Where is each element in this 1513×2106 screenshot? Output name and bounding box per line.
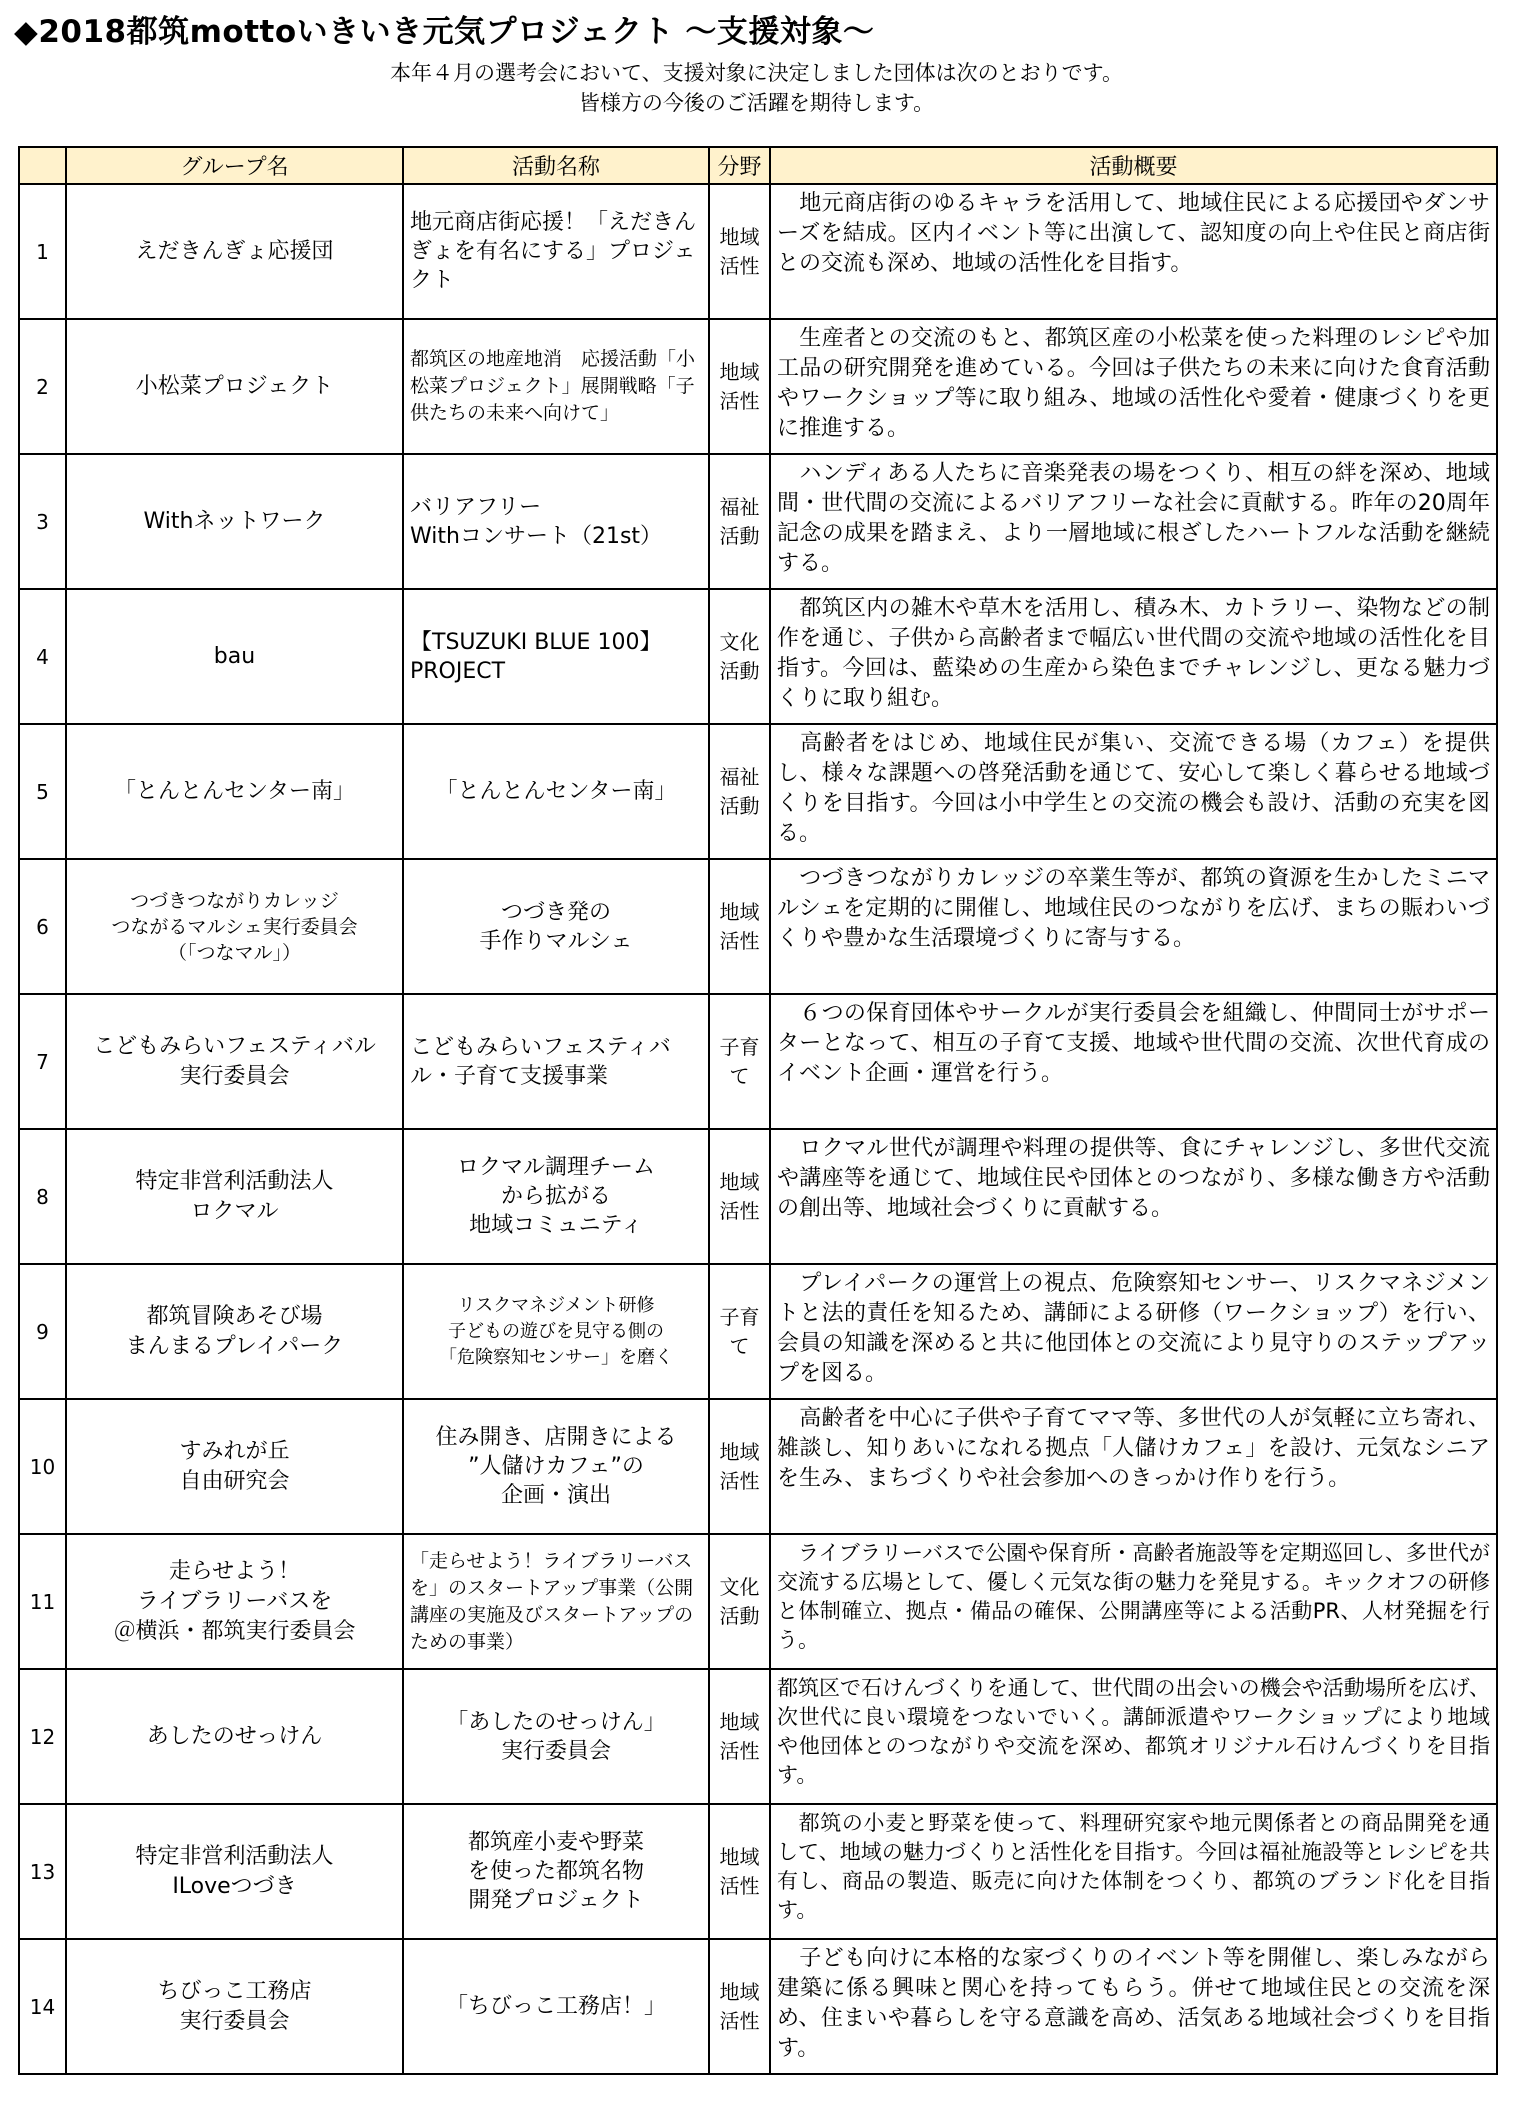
activity-name: 都筑区の地産地消 応援活動「小松菜プロジェクト」展開戦略「子供たちの未来へ向けて」 bbox=[403, 319, 709, 454]
activity-summary: 高齢者を中心に子供や子育てママ等、多世代の人が気軽に立ち寄れ、雑談し、知りあいになれる拠点「人儲けカフェ」を設け、元気なシニアを生み、まちづくりや社会参加へのきっかけ作りを行う。 bbox=[770, 1399, 1497, 1534]
intro-line-2: 皆様方の今後のご活躍を期待します。 bbox=[578, 91, 935, 115]
table-row bbox=[19, 454, 1497, 589]
table-header-row bbox=[19, 147, 1497, 184]
table-row bbox=[19, 1939, 1497, 2074]
row-number: 12 bbox=[19, 1669, 66, 1804]
field-category: 地域 活性 bbox=[709, 1399, 770, 1534]
field-category: 地域 活性 bbox=[709, 859, 770, 994]
table-row bbox=[19, 1264, 1497, 1399]
row-number: 1 bbox=[19, 184, 66, 319]
row-number: 13 bbox=[19, 1804, 66, 1939]
group-name: 小松菜プロジェクト bbox=[66, 319, 403, 454]
activity-summary: ６つの保育団体やサークルが実行委員会を組織し、仲間同士がサポーターとなって、相互の子育て支援、地域や世代間の交流、次世代育成のイベント企画・運営を行う。 bbox=[770, 994, 1497, 1129]
row-number: 7 bbox=[19, 994, 66, 1129]
field-category: 地域 活性 bbox=[709, 1669, 770, 1804]
row-number: 5 bbox=[19, 724, 66, 859]
activity-name: バリアフリー Withコンサート（21st） bbox=[403, 454, 709, 589]
activity-name: 【TSUZUKI BLUE 100】 PROJECT bbox=[403, 589, 709, 724]
activity-summary: 都筑の小麦と野菜を使って、料理研究家や地元関係者との商品開発を通して、地域の魅力づくりと活性化を目指す。今回は福祉施設等とレシピを共有し、商品の製造、販売に向けた体制をつくり、都筑のブランド化を目指す。 bbox=[770, 1804, 1497, 1939]
activity-name: つづき発の 手作りマルシェ bbox=[403, 859, 709, 994]
group-name: Withネットワーク bbox=[66, 454, 403, 589]
activity-summary: つづきつながりカレッジの卒業生等が、都筑の資源を生かしたミニマルシェを定期的に開催し、地域住民のつながりを広げ、まちの賑わいづくりや豊かな生活環境づくりに寄与する。 bbox=[770, 859, 1497, 994]
row-number: 6 bbox=[19, 859, 66, 994]
row-number: 2 bbox=[19, 319, 66, 454]
row-number: 4 bbox=[19, 589, 66, 724]
activity-name: 「走らせよう！ライブラリーバスを」のスタートアップ事業（公開講座の実施及びスタートアップのための事業） bbox=[403, 1534, 709, 1669]
activity-summary: 生産者との交流のもと、都筑区産の小松菜を使った料理のレシピや加工品の研究開発を進めている。今回は子供たちの未来に向けた食育活動やワークショップ等に取り組み、地域の活性化や愛着・健康づくりを更に推進する。 bbox=[770, 319, 1497, 454]
activity-summary: ライブラリーバスで公園や保育所・高齢者施設等を定期巡回し、多世代が交流する広場として、優しく元気な街の魅力を発見する。キックオフの研修と体制確立、拠点・備品の確保、公開講座等による活動PR、人材発掘を行う。 bbox=[770, 1534, 1497, 1669]
field-category: 福祉 活動 bbox=[709, 724, 770, 859]
header-group: グループ名 bbox=[66, 147, 403, 184]
group-name: 特定非営利活動法人 ロクマル bbox=[66, 1129, 403, 1264]
field-category: 文化 活動 bbox=[709, 1534, 770, 1669]
table-row bbox=[19, 994, 1497, 1129]
header-summary: 活動概要 bbox=[770, 147, 1497, 184]
table-row bbox=[19, 1804, 1497, 1939]
row-number: 10 bbox=[19, 1399, 66, 1534]
field-category: 地域 活性 bbox=[709, 1804, 770, 1939]
row-number: 14 bbox=[19, 1939, 66, 2074]
group-name: こどもみらいフェスティバル 実行委員会 bbox=[66, 994, 403, 1129]
intro-text bbox=[0, 58, 1513, 118]
activity-summary: ロクマル世代が調理や料理の提供等、食にチャレンジし、多世代交流や講座等を通じて、地域住民や団体とのつながり、多様な働き方や活動の創出等、地域社会づくりに貢献する。 bbox=[770, 1129, 1497, 1264]
group-name: bau bbox=[66, 589, 403, 724]
table-row bbox=[19, 1129, 1497, 1264]
row-number: 8 bbox=[19, 1129, 66, 1264]
support-table bbox=[18, 146, 1498, 2075]
activity-summary: 都筑区内の雑木や草木を活用し、積み木、カトラリー、染物などの制作を通じ、子供から高齢者まで幅広い世代間の交流や地域の活性化を目指す。今回は、藍染めの生産から染色までチャレンジし、更なる魅力づくりに取り組む。 bbox=[770, 589, 1497, 724]
activity-name: ロクマル調理チーム から拡がる 地域コミュニティ bbox=[403, 1129, 709, 1264]
table-row bbox=[19, 1399, 1497, 1534]
activity-name: 「とんとんセンター南」 bbox=[403, 724, 709, 859]
activity-name: リスクマネジメント研修 子どもの遊びを見守る側の 「危険察知センサー」を磨く bbox=[403, 1264, 709, 1399]
header-field: 分野 bbox=[709, 147, 770, 184]
intro-line-1: 本年４月の選考会において、支援対象に決定しました団体は次のとおりです。 bbox=[390, 61, 1123, 85]
activity-summary: 子ども向けに本格的な家づくりのイベント等を開催し、楽しみながら建築に係る興味と関心を持ってもらう。併せて地域住民との交流を深め、住まいや暮らしを守る意識を高め、活気ある地域社会づくりを目指す。 bbox=[770, 1939, 1497, 2074]
activity-name: 都筑産小麦や野菜 を使った都筑名物 開発プロジェクト bbox=[403, 1804, 709, 1939]
table-row bbox=[19, 1669, 1497, 1804]
group-name: すみれが丘 自由研究会 bbox=[66, 1399, 403, 1534]
field-category: 福祉 活動 bbox=[709, 454, 770, 589]
group-name: あしたのせっけん bbox=[66, 1669, 403, 1804]
group-name: 走らせよう！ ライブラリーバスを ＠横浜・都筑実行委員会 bbox=[66, 1534, 403, 1669]
row-number: 3 bbox=[19, 454, 66, 589]
row-number: 11 bbox=[19, 1534, 66, 1669]
table-row bbox=[19, 724, 1497, 859]
group-name: ちびっこ工務店 実行委員会 bbox=[66, 1939, 403, 2074]
field-category: 文化 活動 bbox=[709, 589, 770, 724]
row-number: 9 bbox=[19, 1264, 66, 1399]
activity-summary: 都筑区で石けんづくりを通して、世代間の出会いの機会や活動場所を広げ、次世代に良い環境をつないでいく。講師派遣やワークショップにより地域や他団体とのつながりや交流を深め、都筑オリジナル石けんづくりを目指す。 bbox=[770, 1669, 1497, 1804]
group-name: 特定非営利活動法人 ILoveつづき bbox=[66, 1804, 403, 1939]
field-category: 子育 て bbox=[709, 994, 770, 1129]
activity-name: 住み開き、店開きによる ”人儲けカフェ”の 企画・演出 bbox=[403, 1399, 709, 1534]
activity-name: 「あしたのせっけん」 実行委員会 bbox=[403, 1669, 709, 1804]
activity-summary: 地元商店街のゆるキャラを活用して、地域住民による応援団やダンサーズを結成。区内イベント等に出演して、認知度の向上や住民と商店街との交流も深め、地域の活性化を目指す。 bbox=[770, 184, 1497, 319]
field-category: 地域 活性 bbox=[709, 1939, 770, 2074]
page-title: ◆2018都筑mottoいきいき元気プロジェクト ～支援対象～ bbox=[14, 14, 875, 50]
group-name: えだきんぎょ応援団 bbox=[66, 184, 403, 319]
field-category: 地域 活性 bbox=[709, 1129, 770, 1264]
group-name: 都筑冒険あそび場 まんまるプレイパーク bbox=[66, 1264, 403, 1399]
activity-summary: 高齢者をはじめ、地域住民が集い、交流できる場（カフェ）を提供し、様々な課題への啓発活動を通じて、安心して楽しく暮らせる地域づくりを目指す。今回は小中学生との交流の機会も設け、活動の充実を図る。 bbox=[770, 724, 1497, 859]
field-category: 地域 活性 bbox=[709, 184, 770, 319]
group-name: 「とんとんセンター南」 bbox=[66, 724, 403, 859]
activity-summary: ハンディある人たちに音楽発表の場をつくり、相互の絆を深め、地域間・世代間の交流によるバリアフリーな社会に貢献する。昨年の20周年記念の成果を踏まえ、より一層地域に根ざしたハートフルな活動を継続する。 bbox=[770, 454, 1497, 589]
header-activity: 活動名称 bbox=[403, 147, 709, 184]
table-row bbox=[19, 589, 1497, 724]
activity-name: 「ちびっこ工務店！」 bbox=[403, 1939, 709, 2074]
activity-summary: プレイパークの運営上の視点、危険察知センサー、リスクマネジメントと法的責任を知るため、講師による研修（ワークショップ）を行い、会員の知識を深めると共に他団体との交流により見守りのステップアップを図る。 bbox=[770, 1264, 1497, 1399]
table-row bbox=[19, 319, 1497, 454]
group-name: つづきつながりカレッジ つながるマルシェ実行委員会 （「つなマル」） bbox=[66, 859, 403, 994]
header-number bbox=[19, 147, 66, 184]
activity-name: 地元商店街応援！「えだきんぎょを有名にする」プロジェクト bbox=[403, 184, 709, 319]
table-row bbox=[19, 1534, 1497, 1669]
activity-name: こどもみらいフェスティバル・子育て支援事業 bbox=[403, 994, 709, 1129]
table-row bbox=[19, 859, 1497, 994]
table-row bbox=[19, 184, 1497, 319]
field-category: 地域 活性 bbox=[709, 319, 770, 454]
field-category: 子育 て bbox=[709, 1264, 770, 1399]
